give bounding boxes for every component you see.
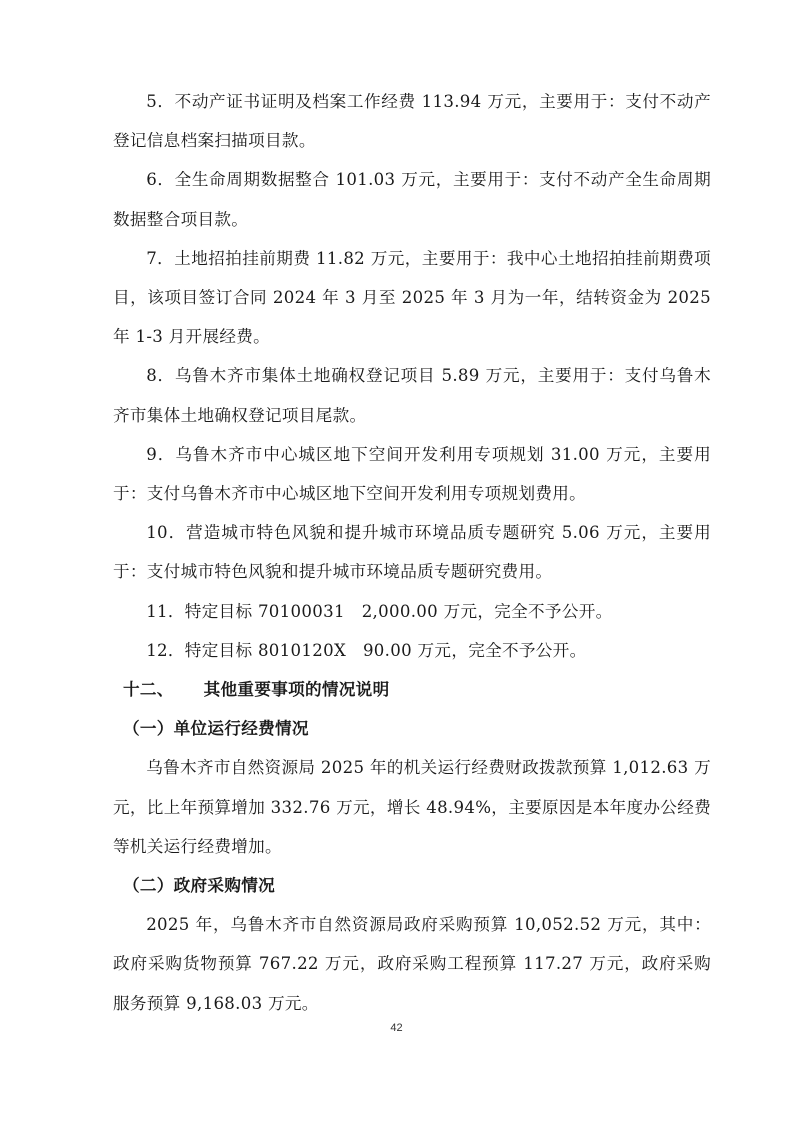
item-8: 8．乌鲁木齐市集体土地确权登记项目 5.89 万元，主要用于：支付乌鲁木齐市集体土地确权登记项目尾款。 (113, 366, 711, 425)
operating-costs-paragraph: 乌鲁木齐市自然资源局 2025 年的机关运行经费财政拨款预算 1,012.63 万元，比上年预算增加 332.76 万元，增长 48.94%，主要原因是本年度办公经费等机关运行经费增加。 (113, 758, 711, 856)
item-10: 10．营造城市特色风貌和提升城市环境品质专题研究 5.06 万元，主要用于：支付城市特色风貌和提升城市环境品质专题研究费用。 (113, 523, 711, 582)
item-7: 7．土地招拍挂前期费 11.82 万元，主要用于：我中心土地招拍挂前期费项目，该项目签订合同 2024 年 3 月至 2025 年 3 月为一年，结转资金为 2025 年 1-3 月开展经费。 (113, 248, 711, 347)
section-title: 其他重要事项的情况说明 (203, 680, 390, 700)
section-number: 十二、 (122, 680, 174, 700)
item-9: 9．乌鲁木齐市中心城区地下空间开发利用专项规划 31.00 万元，主要用于：支付乌鲁木齐市中心城区地下空间开发利用专项规划费用。 (113, 444, 711, 504)
document-body (113, 82, 711, 1023)
subsection-heading-operating-costs: （一）单位运行经费情况 (122, 719, 309, 739)
item-6: 6．全生命周期数据整合 101.03 万元，主要用于：支付不动产全生命周期数据整合项目款。 (113, 170, 711, 229)
item-11: 11．特定目标 70100031 2,000.00 万元，完全不予公开。 (146, 601, 613, 621)
section-heading (113, 670, 711, 709)
item-5: 5．不动产证书证明及档案工作经费 113.94 万元，主要用于：支付不动产登记信息档案扫描项目款。 (113, 92, 711, 151)
item-12: 12．特定目标 8010120X 90.00 万元，完全不予公开。 (146, 640, 587, 660)
subsection-heading-procurement: （二）政府采购情况 (122, 876, 275, 896)
page-number: 42 (390, 1022, 403, 1034)
procurement-paragraph: 2025 年，乌鲁木齐市自然资源局政府采购预算 10,052.52 万元，其中：政府采购货物预算 767.22 万元，政府采购工程预算 117.27 万元，政府采购服务预算 9,168.03 万元。 (113, 915, 711, 1013)
